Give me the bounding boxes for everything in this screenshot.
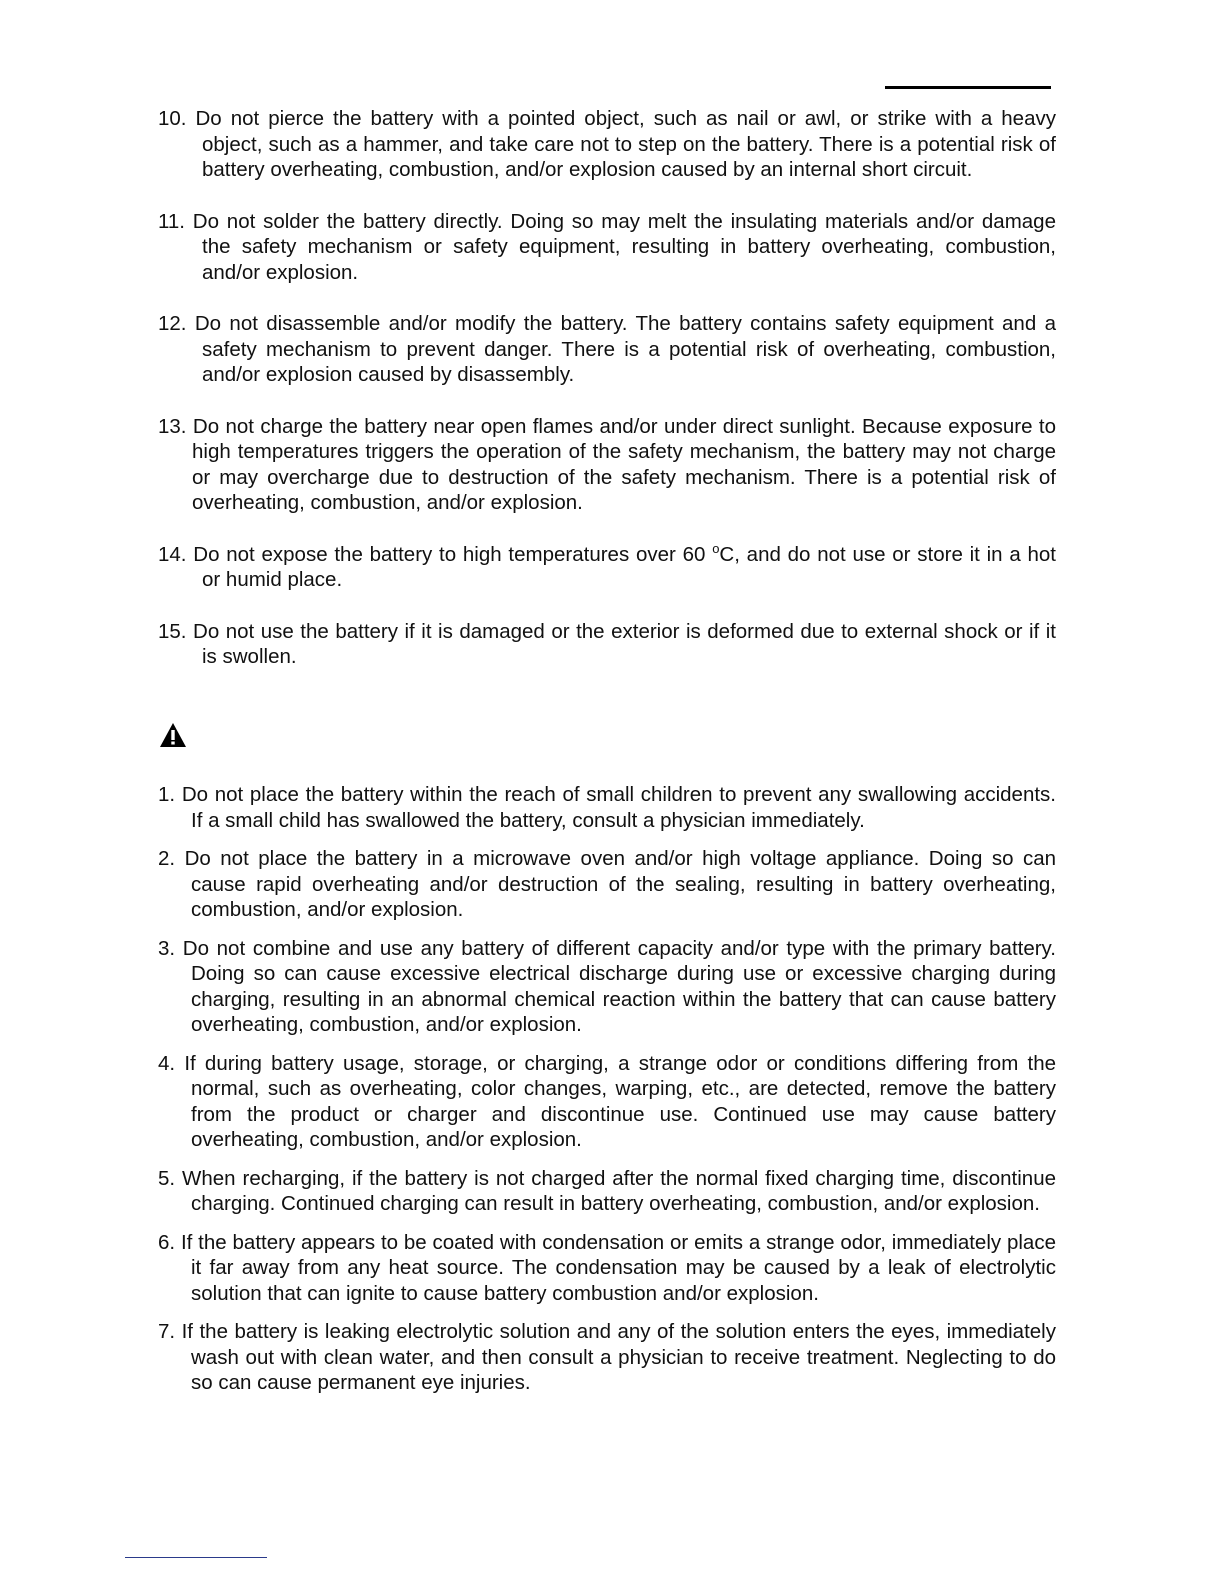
list-item-10: 10. Do not pierce the battery with a pointed object, such as nail or awl, or strike with a heavy object, such as a hammer, and take care not to step on the battery. There is a potential risk of battery overheating, combustion, and/or explosion caused by an internal short circuit. (158, 107, 1056, 181)
bottom-rule (125, 1557, 267, 1558)
list-item-6: 6. If the battery appears to be coated with condensation or emits a strange odor, immediately place it far away from any heat source. The condensation may be caused by a leak of electrolytic solution that can ignite to cause battery combustion and/or explosion. (158, 1230, 1056, 1305)
list-item-12: 12. Do not disassemble and/or modify the battery. The battery contains safety equipment and a safety mechanism to prevent danger. There is a potential risk of overheating, combustion, and/or explosion caused by disassembly. (158, 312, 1056, 386)
list-item-2: 2. Do not place the battery in a microwave oven and/or high voltage appliance. Doing so can cause rapid overheating and/or destruction of the sealing, resulting in battery overheating, combustion, and/or explosion. (158, 847, 1057, 921)
list-item-7: 7. If the battery is leaking electrolytic solution and any of the solution enters the eyes, immediately wash out with clean water, and then consult a physician to receive treatment. Neglecting to do so can cause permanent eye injuries. (158, 1320, 1056, 1394)
list-item-11: 11. Do not solder the battery directly. Doing so may melt the insulating materials and/or damage the safety mechanism or safety equipment, resulting in battery overheating, combustion, and/or explosion. (158, 209, 1056, 284)
warning-triangle-icon (159, 722, 187, 748)
list-item-5: 5. When recharging, if the battery is not charged after the normal fixed charging time, discontinue charging. Continued charging can result in battery overheating, combustion, and/or explosion. (158, 1166, 1056, 1215)
warnings-list (158, 782, 1056, 1409)
list-item-14: 14. Do not expose the battery to high temperatures over 60 $^o$C, and do not use or store it in a hot or humid place. (158, 540, 1057, 591)
list-item-15: 15. Do not use the battery if it is damaged or the exterior is deformed due to external shock or if it is swollen. (158, 619, 1056, 668)
top-rule (885, 86, 1051, 89)
list-item-4: 4. If during battery usage, storage, or charging, a strange odor or conditions differing from the normal, such as overheating, color changes, warping, etc., are detected, remove the battery from the product or charger and discontinue use. Continued use may cause battery overheating, combustion, and/or explosion. (158, 1051, 1056, 1151)
precautions-list-continued (158, 106, 1056, 696)
list-item-3: 3. Do not combine and use any battery of different capacity and/or type with the primary battery. Doing so can cause excessive electrical discharge during use or excessive charging during charging, resulting in an abnormal chemical reaction within the battery that can cause battery overheating, combustion, and/or explosion. (158, 936, 1056, 1036)
list-item-1: 1. Do not place the battery within the reach of small children to prevent any swallowing accidents. If a small child has swallowed the battery, consult a physician immediately. (158, 783, 1056, 832)
list-item-13: 13. Do not charge the battery near open flames and/or under direct sunlight. Because exposure to high temperatures triggers the operation of the safety mechanism, the battery may not charge or may overcharge due to destruction of the safety mechanism. There is a potential risk of overheating, combustion, and/or explosion. (158, 414, 1056, 514)
